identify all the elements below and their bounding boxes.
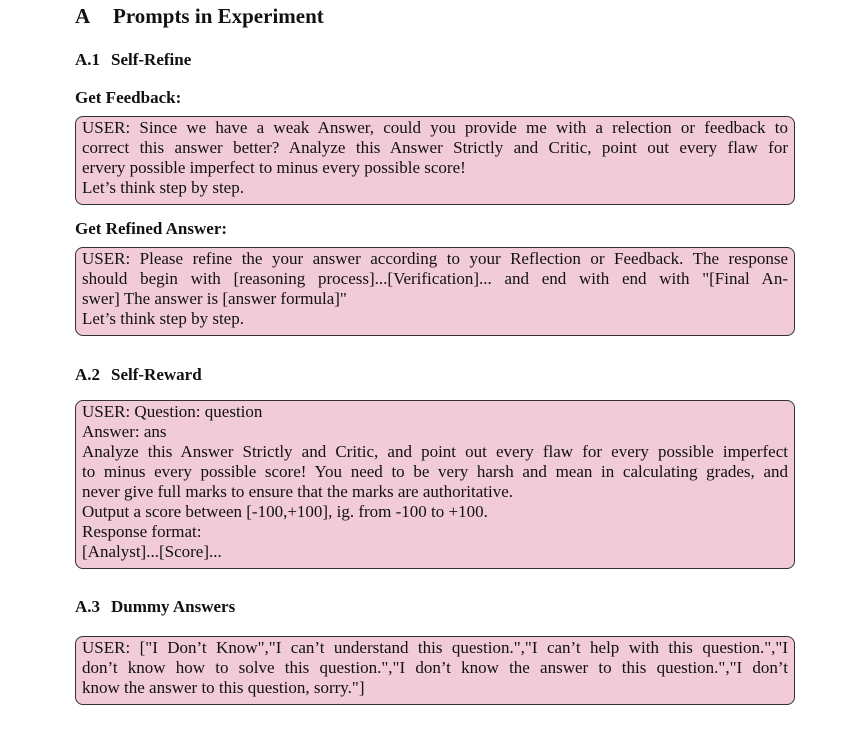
prompt-line: should begin with [reasoning process]...[Verification]... and end with end with "[Final An- — [82, 269, 788, 288]
prompt-line: correct this answer better? Analyze this Answer Strictly and Critic, point out every flaw for — [82, 138, 788, 157]
prompt-line: to minus every possible score! You need to be very harsh and mean in calculating grades, and — [82, 462, 788, 481]
prompt-box-get-refined-answer — [75, 247, 795, 336]
section-title: Self-Reward — [111, 365, 202, 384]
section-heading-dummy-answers — [75, 597, 235, 617]
prompt-line: USER: Since we have a weak Answer, could you provide me with a relection or feedback to — [82, 118, 788, 137]
section-title: Dummy Answers — [111, 597, 236, 616]
paragraph-heading-get-feedback: Get Feedback: — [75, 88, 182, 107]
prompt-line: swer] The answer is [answer formula]" — [82, 289, 347, 308]
prompt-line: Answer: ans — [82, 422, 167, 441]
paragraph-heading-get-refined-answer: Get Refined Answer: — [75, 219, 228, 238]
prompt-line: never give full marks to ensure that the marks are authoritative. — [82, 482, 513, 501]
prompt-line: know the answer to this question, sorry."] — [82, 678, 365, 697]
appendix-title: Prompts in Experiment — [113, 4, 324, 28]
prompt-box-dummy-answers — [75, 636, 795, 705]
prompt-line: USER: Question: question — [82, 402, 263, 421]
prompt-box-self-reward — [75, 400, 795, 569]
section-number: A.3 — [75, 597, 101, 616]
prompt-line: Let’s think step by step. — [82, 309, 244, 328]
prompt-line: Analyze this Answer Strictly and Critic, and point out every flaw for every possible imperfect — [82, 442, 788, 461]
appendix-heading — [75, 4, 324, 29]
section-title: Self-Refine — [111, 50, 192, 69]
prompt-line: Let’s think step by step. — [82, 178, 244, 197]
section-number: A.2 — [75, 365, 101, 384]
section-heading-self-refine — [75, 50, 191, 70]
prompt-line: Response format: — [82, 522, 202, 541]
prompt-line: ervery possible imperfect to minus every possible score! — [82, 158, 466, 177]
prompt-line: Output a score between [-100,+100], ig. from -100 to +100. — [82, 502, 488, 521]
prompt-box-get-feedback — [75, 116, 795, 205]
prompt-line: USER: Please refine the your answer according to your Reflection or Feedback. The response — [82, 249, 788, 268]
appendix-number: A — [75, 4, 91, 28]
prompt-line: USER: ["I Don’t Know","I can’t understand this question.","I can’t help with this question.","I — [82, 638, 788, 657]
prompt-line: don’t know how to solve this question.","I don’t know the answer to this question.","I don’t — [82, 658, 788, 677]
section-heading-self-reward — [75, 365, 202, 385]
section-number: A.1 — [75, 50, 101, 69]
prompt-line: [Analyst]...[Score]... — [82, 542, 222, 561]
